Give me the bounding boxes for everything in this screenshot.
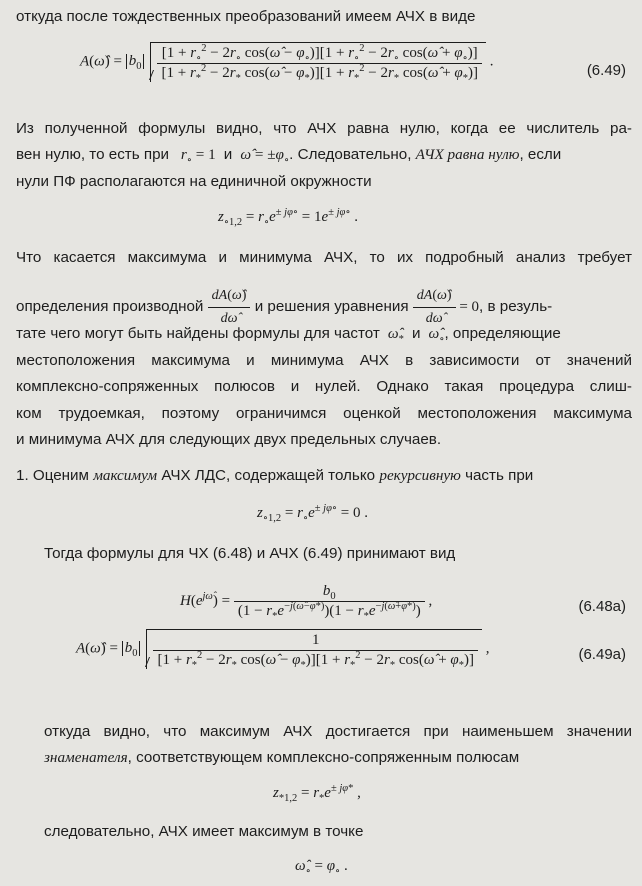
text-line-6b: и решения уравнения xyxy=(254,297,409,315)
text-line-12c: АЧХ ЛДС, содержащей только xyxy=(161,467,376,484)
text-line-13: Тогда формулы для ЧХ (6.48) и АЧХ (6.49) принимают вид xyxy=(44,545,456,562)
text-line-3b: и xyxy=(223,146,233,163)
equation-number-6-48a: (6.48а) xyxy=(578,598,626,615)
text-line-5: Что касается максимума и минимума АЧХ, то их подробный анализ требует xyxy=(16,249,632,266)
formula-poles: $z_{*1,2} = r_*e^{\pm j\varphi*}$ , xyxy=(273,783,361,804)
text-line-11: и минимума АЧХ для следующих двух предельных случаев. xyxy=(16,431,442,448)
text-line-6a: определения производной xyxy=(16,297,204,315)
text-line-10: ком трудоемкая, поэтому ограничимся оценкой местоположения максимума xyxy=(16,405,632,422)
formula-zeros-zero: $z_{\circ 1,2} = r_\circ e^{\pm j\varphi\circ} = 0$ . xyxy=(257,503,369,524)
text-line-3d: АЧХ равна нулю xyxy=(415,146,520,163)
text-line-6c: , в резуль- xyxy=(479,297,553,315)
text-line-15a: знаменателя xyxy=(44,749,128,766)
formula-6-49a: A(ω̂) = $b_0$ $\frac{1}{[1 + r_*^2 - 2r_* \cos(\omegâ - \varphi_*)][1 + r_*^2 - 2r_* \cos(\omegâ + \varphi_*)]}$ , xyxy=(76,629,489,669)
text-line-12d: рекурсивную xyxy=(379,467,461,484)
text-line-3c: . Следовательно, xyxy=(289,146,412,163)
formula-zeros: $z_{\circ 1,2} = r_\circ e^{\pm j\varphi\circ} = 1e^{\pm j\varphi\circ}$ . xyxy=(218,207,358,228)
text-line-8: местоположения максимума и минимума АЧХ в зависимости от значений xyxy=(16,352,632,369)
text-line-15b: , соответствующем комплексно-сопряженным полюсам xyxy=(127,749,520,766)
text-line-14: откуда видно, что максимум АЧХ достигается при наименьшем значении xyxy=(44,723,632,740)
text-line-12e: часть при xyxy=(465,467,534,484)
text-line-2: Из полученной формулы видно, что АЧХ равна нулю, когда ее числитель ра- xyxy=(16,120,632,137)
text-line-3e: , если xyxy=(519,146,562,163)
text-line-7a: тате чего могут быть найдены формулы для частот xyxy=(16,325,380,342)
formula-6-49: A(ω̂) = $b_0$ $\frac{[1 + r_\circ^2 - 2r_\circ \cos(\omegâ - \varphi_\circ)][1 + r_\circ^2 - 2r_\circ \cos(\omegâ + \varphi_\circ)]}{[1 + r_*^2 - 2r_* \cos(\omegâ - \varphi_*)][1 + r_*^2 - 2r_* \cos(\omegâ + \varphi_*)]}$ . xyxy=(80,43,494,84)
equation-number-6-49: (6.49) xyxy=(586,62,626,79)
text-line-9: комплексно-сопряженных полюсов и нулей. Однако такая процедура слиш- xyxy=(16,378,632,395)
text-line-12b: максимум xyxy=(93,467,158,484)
text-line-7c: , определяющие xyxy=(444,325,561,342)
text-line-7b: и xyxy=(411,325,421,342)
text-line-12a: 1. Оценим xyxy=(16,467,89,484)
text-line-16: следовательно, АЧХ имеет максимум в точке xyxy=(44,823,364,840)
equation-number-6-49a: (6.49а) xyxy=(578,646,626,663)
text-line-7: тате чего могут быть найдены формулы для частот $\omegâ_*$ и $\omegâ_\circ$, определяющие xyxy=(16,325,561,346)
text-line-3: вен нулю, то есть при $r_\circ = 1$ и ω̂ = $\pm\varphi_\circ$. Следовательно, АЧХ равна нулю, если xyxy=(16,146,562,167)
formula-max-point: $\omegâ_\circ = \varphi_\circ$ . xyxy=(295,858,348,877)
text-line-1: откуда после тождественных преобразований имеем АЧХ в виде xyxy=(16,8,476,25)
text-line-12 xyxy=(16,466,632,486)
text-line-6: определения производной $\frac{dA(\omegâ)}{d\omegâ}$ и решения уравнения $\frac{dA(\omegâ)}{d\omegâ}$ = 0, в резуль- xyxy=(16,288,553,326)
text-line-4: нули ПФ располагаются на единичной окружности xyxy=(16,173,372,190)
formula-6-48a: $H(e^{j\omegâ})$ = $\frac{b_0}{(1 - r_*e^{-j(\omegâ-\varphi*)})(1 - r_*e^{-j(\omegâ+\varphi*)})}$ , xyxy=(180,583,433,622)
text-line-15 xyxy=(44,748,632,768)
text-line-3a: вен нулю, то есть при xyxy=(16,146,170,163)
